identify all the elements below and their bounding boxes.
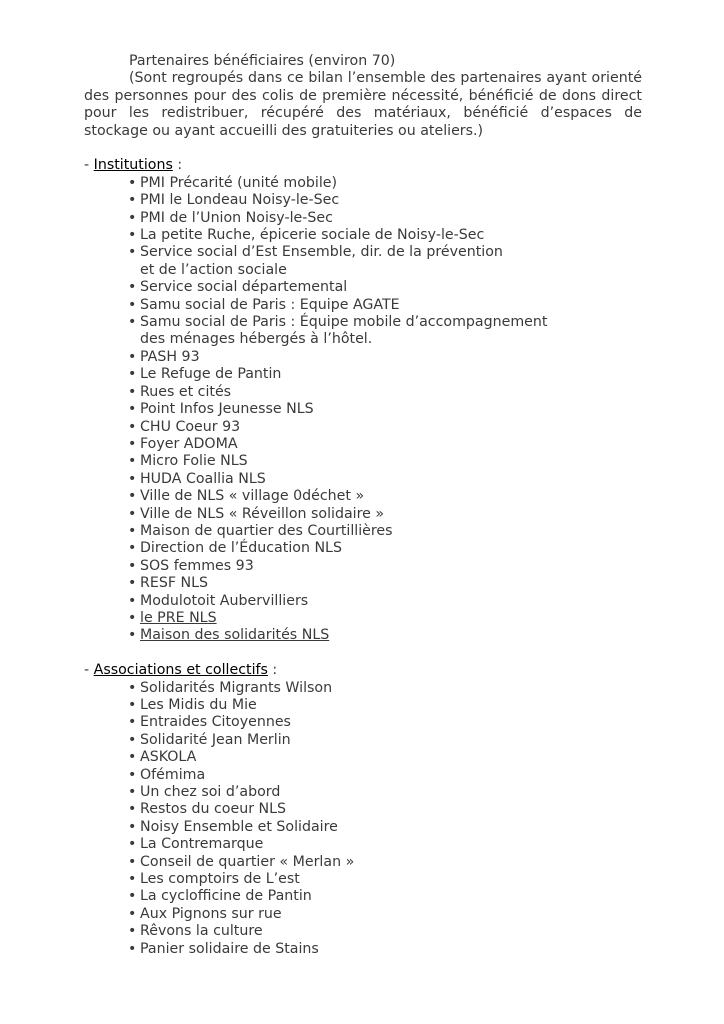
list-item: • Entraides Citoyennes [128,714,642,731]
list-item: • Le Refuge de Pantin [128,366,642,383]
list-item: • SOS femmes 93 [128,558,642,575]
institutions-list [84,175,642,645]
associations-list [84,680,642,959]
list-item: • Ville de NLS « Réveillon solidaire » [128,506,642,523]
maison-des-solidarites-link[interactable]: Maison des solidarités NLS [140,627,330,644]
list-item: • PMI Précarité (unité mobile) [128,175,642,192]
list-item-line: Service social d’Est Ensemble, dir. de la prévention [140,244,503,261]
list-item: • HUDA Coallia NLS [128,471,642,488]
list-item: • Solidarités Migrants Wilson [128,680,642,697]
list-item: • Modulotoit Aubervilliers [128,593,642,610]
pre-nls-link[interactable]: le PRE NLS [140,609,217,626]
list-item: • Samu social de Paris : Equipe AGATE [128,297,642,314]
list-item: • Les comptoirs de L’est [128,871,642,888]
list-item: • ASKOLA [128,749,642,766]
list-item [128,314,642,349]
list-item: • RESF NLS [128,575,642,592]
list-item: • Panier solidaire de Stains [128,941,642,958]
list-item: • PMI de l’Union Noisy-le-Sec [128,210,642,227]
list-item: • La Contremarque [128,836,642,853]
list-item: • Conseil de quartier « Merlan » [128,854,642,871]
list-item: • PASH 93 [128,349,642,366]
list-item: • Restos du coeur NLS [128,801,642,818]
list-item: • La petite Ruche, épicerie sociale de Noisy-le-Sec [128,227,642,244]
list-item: • CHU Coeur 93 [128,419,642,436]
list-item: • Ofémima [128,767,642,784]
list-item-continuation: des ménages hébergés à l’hôtel. [140,331,373,348]
list-item: • Les Midis du Mie [128,697,642,714]
list-item: • Micro Folie NLS [128,453,642,470]
list-item [128,610,642,627]
institutions-heading: - Institutions : [84,157,183,174]
list-item: • Ville de NLS « village 0déchet » [128,488,642,505]
intro-paragraph: (Sont regroupés dans ce bilan l’ensemble des partenaires ayant orienté des personnes pour des colis de première nécessité, bénéficié de dons direct pour les redistribuer, récupéré des matériaux, bénéficié d’espaces de stockage ou ayant accueilli des gratuiteries ou ateliers.) [84,70,642,139]
list-item [128,627,642,644]
associations-heading: - Associations et collectifs : [84,662,278,679]
list-item: • Solidarité Jean Merlin [128,732,642,749]
list-item: • Maison de quartier des Courtillières [128,523,642,540]
list-item: • La cyclofficine de Pantin [128,888,642,905]
list-item: • Un chez soi d’abord [128,784,642,801]
list-item [128,244,642,279]
list-item: • Rues et cités [128,384,642,401]
list-item: • Direction de l’Éducation NLS [128,540,642,557]
list-item-continuation: et de l’action sociale [140,261,287,278]
list-item: • Service social départemental [128,279,642,296]
list-item: • PMI le Londeau Noisy-le-Sec [128,192,642,209]
document-page [84,53,642,958]
list-item-line: Samu social de Paris : Équipe mobile d’accompagnement [140,314,548,331]
list-item: • Point Infos Jeunesse NLS [128,401,642,418]
list-item: • Aux Pignons sur rue [128,906,642,923]
intro-heading: Partenaires bénéficiaires (environ 70) [129,53,396,69]
list-item: • Noisy Ensemble et Solidaire [128,819,642,836]
list-item: • Rêvons la culture [128,923,642,940]
list-item: • Foyer ADOMA [128,436,642,453]
